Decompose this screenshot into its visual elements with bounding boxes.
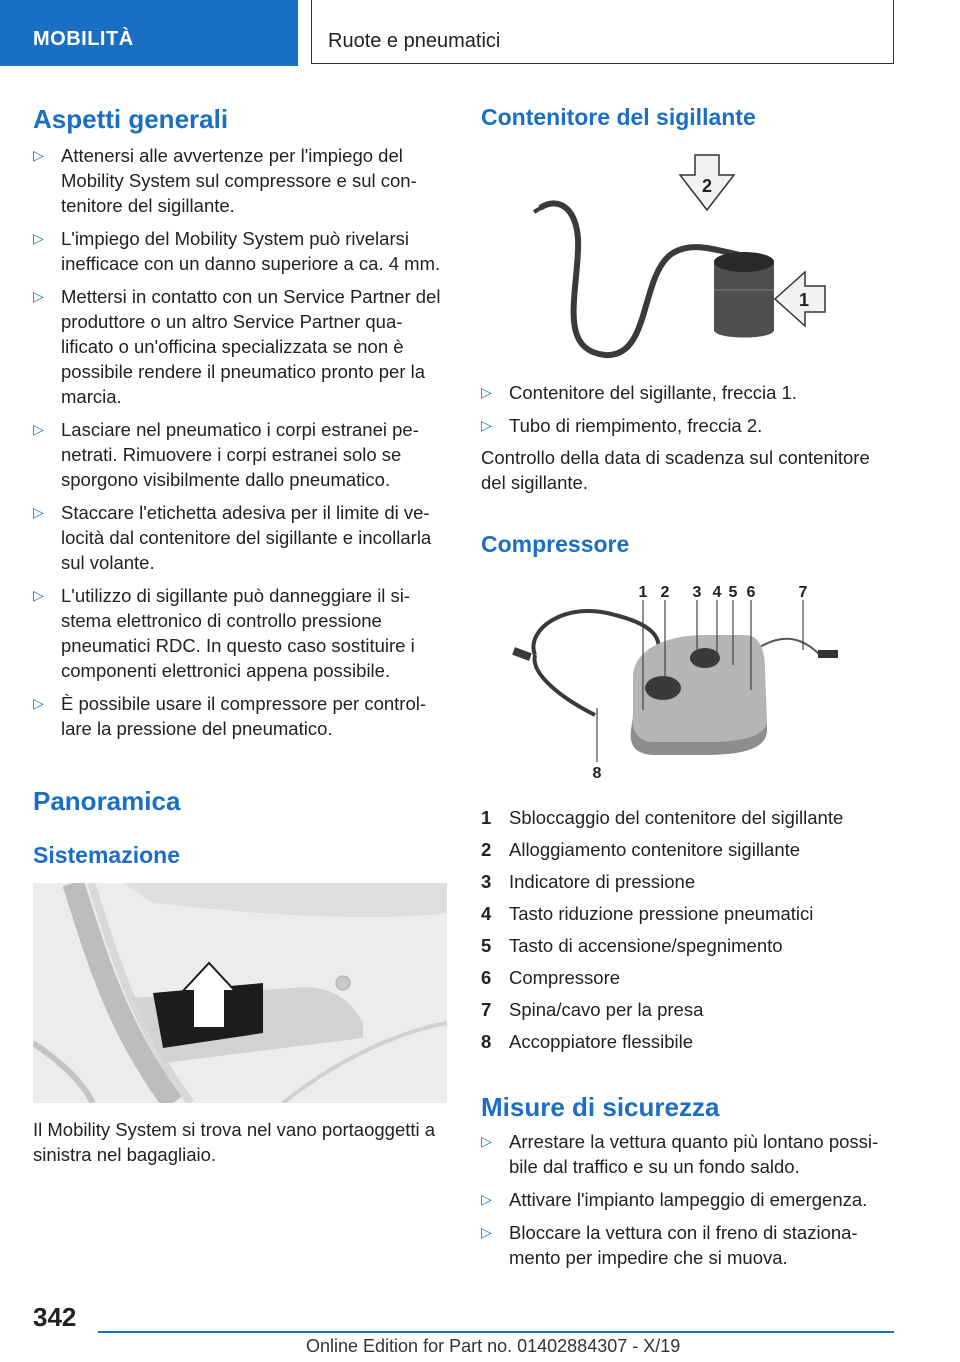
list-item: ▷ Attenersi alle avvertenze per l'impiego del Mobility System sul compressore e sul con-tenitore del sigillante. bbox=[33, 145, 417, 216]
sealant-container-illustration bbox=[520, 150, 840, 365]
triangle-bullet-icon: ▷ bbox=[481, 417, 492, 433]
triangle-bullet-icon: ▷ bbox=[481, 384, 492, 400]
callout-8: 8 bbox=[592, 765, 602, 780]
container-heading: Contenitore del sigillante bbox=[481, 104, 756, 130]
list-item: ▷ Staccare l'etichetta adesiva per il limite di ve-locità dal contenitore del sigillante e incollarla sul volante. bbox=[33, 502, 432, 573]
overview-heading: Panoramica bbox=[33, 786, 181, 816]
chapter-title: Ruote e pneumatici bbox=[328, 30, 501, 52]
list-item: 4 Tasto riduzione pressione pneumatici bbox=[481, 903, 814, 924]
compressor-parts-list bbox=[481, 802, 895, 1058]
general-list bbox=[33, 143, 447, 749]
list-item: ▷ Contenitore del sigillante, freccia 1. bbox=[481, 382, 797, 403]
general-heading: Aspetti generali bbox=[33, 104, 229, 134]
edition-text: Online Edition for Part no. 01402884307 - X/19 bbox=[306, 1336, 681, 1356]
triangle-bullet-icon: ▷ bbox=[33, 695, 44, 711]
callout-6: 6 bbox=[746, 584, 756, 601]
triangle-bullet-icon: ▷ bbox=[33, 147, 44, 163]
triangle-bullet-icon: ▷ bbox=[481, 1133, 492, 1149]
triangle-bullet-icon: ▷ bbox=[33, 230, 44, 246]
list-item: ▷ Arrestare la vettura quanto più lontano possi-bile dal traffico e su un fondo saldo. bbox=[481, 1131, 879, 1177]
list-item: ▷ Tubo di riempimento, freccia 2. bbox=[481, 415, 763, 436]
compressor-heading: Compressore bbox=[481, 531, 630, 557]
list-item: ▷ Attivare l'impianto lampeggio di emergenza. bbox=[481, 1189, 868, 1210]
triangle-bullet-icon: ▷ bbox=[481, 1224, 492, 1240]
callout-7: 7 bbox=[798, 584, 808, 601]
list-item: 2 Alloggiamento contenitore sigillante bbox=[481, 839, 801, 860]
placement-heading: Sistemazione bbox=[33, 842, 180, 868]
page-number: 342 bbox=[33, 1302, 77, 1332]
section-title: MOBILITÀ bbox=[33, 28, 134, 50]
list-item: 7 Spina/cavo per la presa bbox=[481, 999, 704, 1020]
list-item: 6 Compressore bbox=[481, 967, 621, 988]
list-item: 3 Indicatore di pressione bbox=[481, 871, 696, 892]
list-item: ▷ Mettersi in contatto con un Service Partner del produttore o un altro Service Partner qua-lificato o un'officina specializzata se non è possibile rendere il pneumatico pronto per la marcia. bbox=[33, 286, 441, 407]
triangle-bullet-icon: ▷ bbox=[33, 421, 44, 437]
list-item: 8 Accoppiatore flessibile bbox=[481, 1031, 694, 1052]
callout-1: 1 bbox=[638, 584, 648, 601]
triangle-bullet-icon: ▷ bbox=[33, 587, 44, 603]
callout-2: 2 bbox=[660, 584, 670, 601]
footer-divider bbox=[98, 1331, 894, 1333]
container-list bbox=[481, 380, 895, 446]
trunk-storage-illustration bbox=[33, 883, 447, 1103]
callout-5: 5 bbox=[728, 584, 738, 601]
container-text: Controllo della data di scadenza sul contenitore del sigillante. bbox=[481, 447, 870, 493]
compressor-illustration bbox=[505, 580, 865, 780]
list-item: ▷ Lasciare nel pneumatico i corpi estranei pe-netrati. Rimuovere i corpi estranei solo se sporgono visibilmente dallo pneumatico. bbox=[33, 419, 419, 490]
arrow-label-1: 1 bbox=[798, 290, 810, 310]
safety-list bbox=[481, 1129, 895, 1278]
triangle-bullet-icon: ▷ bbox=[33, 504, 44, 520]
list-item: ▷ L'impiego del Mobility System può rivelarsi inefficace con un danno superiore a ca. 4 mm. bbox=[33, 228, 441, 274]
list-item: 1 Sbloccaggio del contenitore del sigillante bbox=[481, 807, 844, 828]
chapter-header bbox=[311, 0, 894, 64]
triangle-bullet-icon: ▷ bbox=[481, 1191, 492, 1207]
triangle-bullet-icon: ▷ bbox=[33, 288, 44, 304]
safety-heading: Misure di sicurezza bbox=[481, 1092, 720, 1122]
placement-text: Il Mobility System si trova nel vano portaoggetti a sinistra nel bagagliaio. bbox=[33, 1119, 436, 1165]
list-item: ▷ L'utilizzo di sigillante può danneggiare il si-stema elettronico di controllo pressione pneumatici RDC. In questo caso sostituire i componenti elettronici appena possibile. bbox=[33, 585, 415, 681]
list-item: 5 Tasto di accensione/spegnimento bbox=[481, 935, 783, 956]
arrow-label-2: 2 bbox=[701, 176, 713, 196]
section-tab bbox=[0, 0, 298, 66]
callout-3: 3 bbox=[692, 584, 702, 601]
list-item: ▷ È possibile usare il compressore per control-lare la pressione del pneumatico. bbox=[33, 693, 427, 739]
callout-4: 4 bbox=[712, 584, 722, 601]
list-item: ▷ Bloccare la vettura con il freno di staziona-mento per impedire che si muova. bbox=[481, 1222, 858, 1268]
